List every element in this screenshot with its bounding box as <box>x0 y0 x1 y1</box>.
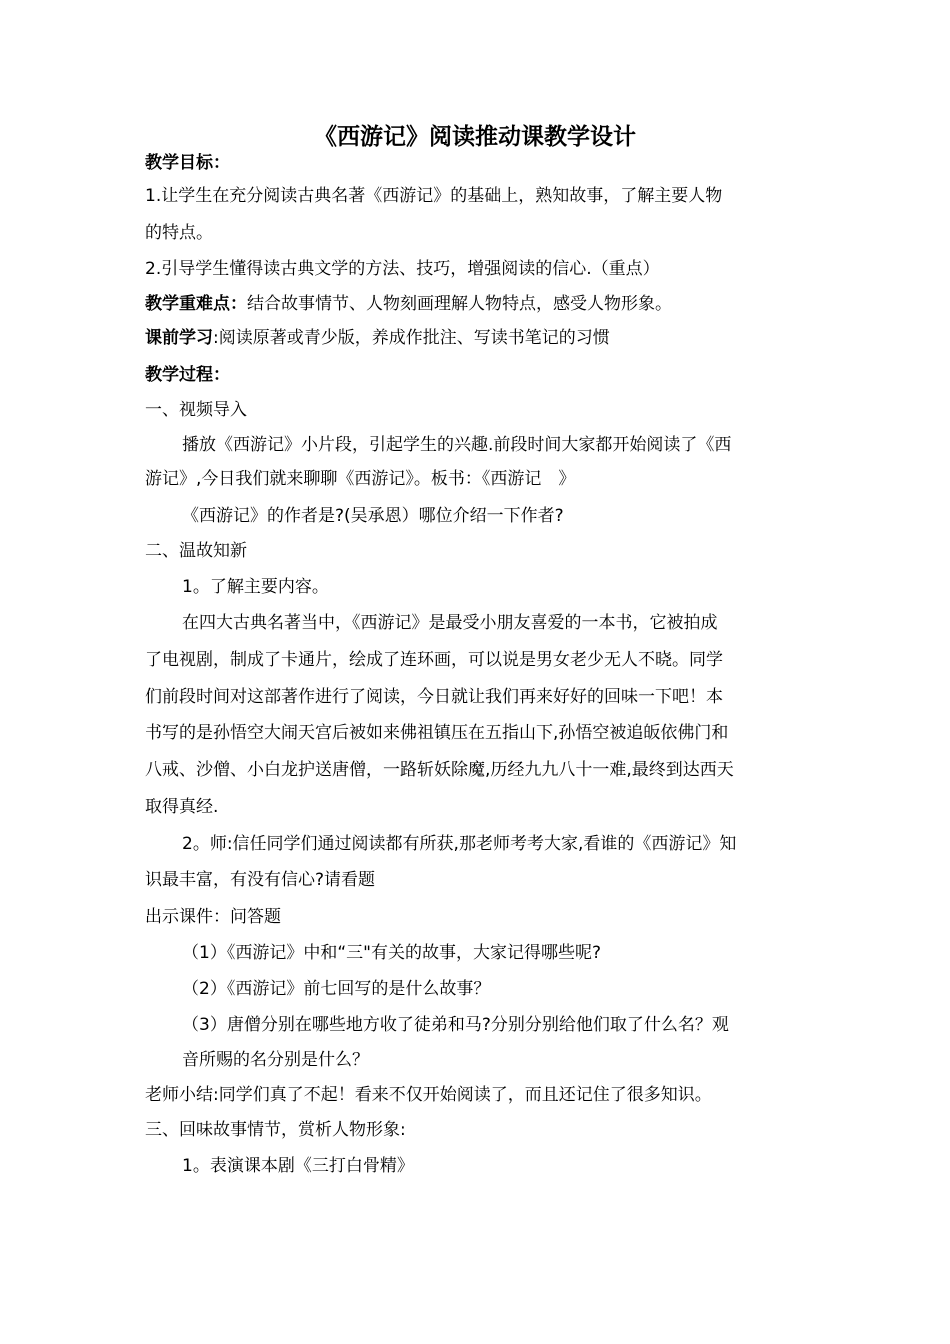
section-2-paragraph-line-3: 们前段时间对这部著作进行了阅读，今日就让我们再来好好的回味一下吧！本 <box>145 687 723 707</box>
pre-study-text: :阅读原著或青少版，养成作批注、写读书笔记的习惯 <box>213 328 610 348</box>
section-1-heading: 一、视频导入 <box>145 400 247 420</box>
section-2-item-1: 1。了解主要内容。 <box>182 577 329 597</box>
section-2-paragraph-line-1: 在四大古典名著当中，《西游记》是最受小朋友喜爱的一本书，它被拍成 <box>182 613 718 633</box>
section-2-heading: 二、温故知新 <box>145 541 247 561</box>
document-title: 《西游记》阅读推动课教学设计 <box>314 124 636 150</box>
section-1-author-question: 《西游记》的作者是?(吴承恩）哪位介绍一下作者? <box>182 506 564 526</box>
section-2-item-2-line-1: 2。师:信任同学们通过阅读都有所获,那老师考考大家,看谁的《西游记》知 <box>182 834 737 854</box>
section-2-paragraph-line-5: 八戒、沙僧、小白龙护送唐僧，一路斩妖除魔,历经九九八十一难,最终到达西天 <box>145 760 734 780</box>
question-2: （2）《西游记》前七回写的是什么故事？ <box>182 979 491 999</box>
section-2-paragraph-line-4: 书写的是孙悟空大闹天宫后被如来佛祖镇压在五指山下,孙悟空被追皈依佛门和 <box>145 723 729 743</box>
section-2-paragraph-line-6: 取得真经. <box>145 797 219 817</box>
courseware-label: 出示课件：问答题 <box>145 907 281 927</box>
key-difficulty-text: 结合故事情节、人物刻画理解人物特点，感受人物形象。 <box>247 294 672 314</box>
section-1-paragraph-line-2: 游记》,今日我们就来聊聊《西游记》。板书：《西游记 》 <box>145 469 576 489</box>
teacher-summary: 老师小结:同学们真了不起！看来不仅开始阅读了，而且还记住了很多知识。 <box>145 1085 712 1105</box>
goal-1-line-2: 的特点。 <box>145 223 213 243</box>
question-1: （1）《西游记》中和“三"有关的故事，大家记得哪些呢? <box>182 943 601 963</box>
question-3-line-1: （3）唐僧分别在哪些地方收了徒弟和马?分别分别给他们取了什么名？观 <box>182 1015 729 1035</box>
goal-2: 2.引导学生懂得读古典文学的方法、技巧，增强阅读的信心.（重点） <box>145 259 660 279</box>
pre-study-label: 课前学习 <box>145 328 213 348</box>
process-heading: 教学过程： <box>145 365 230 385</box>
section-2-paragraph-line-2: 了电视剧，制成了卡通片，绘成了连环画，可以说是男女老少无人不晓。同学 <box>145 650 723 670</box>
section-1-paragraph-line-1: 播放《西游记》小片段，引起学生的兴趣.前段时间大家都开始阅读了《西 <box>182 435 732 455</box>
section-3-item-1: 1。表演课本剧《三打白骨精》 <box>182 1156 414 1176</box>
pre-study <box>145 325 610 351</box>
key-difficulty-label: 教学重难点： <box>145 294 247 314</box>
question-3-line-2: 音所赐的名分别是什么？ <box>182 1050 369 1070</box>
section-2-item-2-line-2: 识最丰富，有没有信心?请看题 <box>145 870 376 890</box>
goals-heading: 教学目标： <box>145 153 230 173</box>
goal-1-line-1: 1.让学生在充分阅读古典名著《西游记》的基础上，熟知故事，了解主要人物 <box>145 186 723 206</box>
section-3-heading: 三、回味故事情节，赏析人物形象: <box>145 1120 406 1140</box>
key-difficulty <box>145 291 672 317</box>
